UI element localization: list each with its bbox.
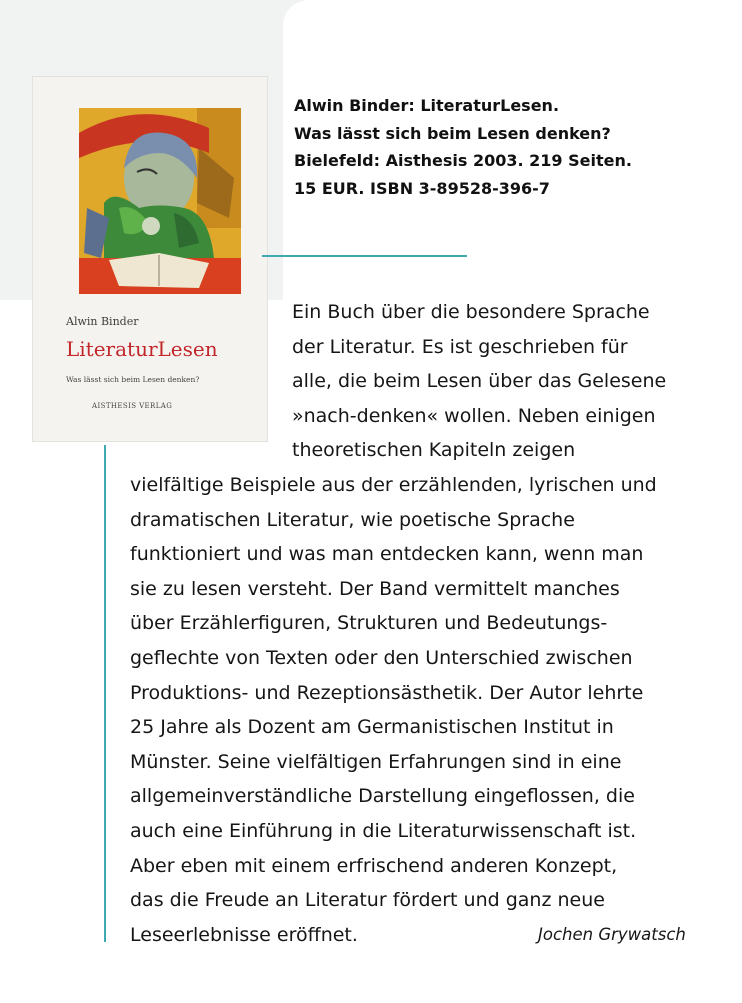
cover-subtitle: Was lässt sich beim Lesen denken? (66, 375, 200, 384)
cover-publisher: AISTHESIS VERLAG (92, 402, 173, 410)
review-line: der Literatur. Es ist geschrieben für (292, 335, 628, 358)
vertical-divider (104, 445, 106, 942)
cover-author: Alwin Binder (66, 315, 139, 328)
review-line: sie zu lesen versteht. Der Band vermittelt manches (130, 577, 620, 600)
review-line: alle, die beim Lesen über das Gelesene (292, 370, 667, 393)
biblio-line: 15 EUR. ISBN 3-89528-396-7 (294, 178, 550, 198)
review-text (130, 295, 666, 952)
review-line: Münster. Seine vielfältigen Erfahrungen sind in eine (130, 750, 622, 773)
review-line: funktioniert und was man entdecken kann, wenn man (130, 543, 644, 566)
review-line: Aber eben mit einem erfrischend anderen Konzept, (130, 854, 618, 877)
bibliographic-info (294, 92, 632, 202)
review-line: das die Freude an Literatur fördert und ganz neue (130, 889, 605, 912)
biblio-line: Bielefeld: Aisthesis 2003. 219 Seiten. (294, 151, 632, 170)
review-line: »nach-denken« wollen. Neben einigen (292, 404, 656, 427)
review-line: über Erzählerfiguren, Strukturen und Bedeutungs- (130, 612, 608, 635)
cover-title: LiteraturLesen (66, 337, 218, 361)
review-line: allgemeinverständliche Darstellung eingeflossen, die (130, 785, 635, 808)
review-line: Leseerlebnisse eröffnet. (130, 923, 358, 946)
reviewer-name: Jochen Grywatsch (538, 925, 686, 944)
review-line: theoretischen Kapiteln zeigen (292, 439, 576, 462)
review-line: 25 Jahre als Dozent am Germanistischen Institut in (130, 716, 614, 739)
review-line: Produktions- und Rezeptionsästhetik. Der Autor lehrte (130, 681, 644, 704)
review-line: dramatischen Literatur, wie poetische Sprache (130, 508, 575, 531)
biblio-line: Was lässt sich beim Lesen denken? (294, 123, 611, 143)
cover-painting (79, 108, 241, 294)
horizontal-divider (262, 255, 467, 257)
review-line: geflechte von Texten oder den Unterschied zwischen (130, 646, 633, 669)
cover-painting-illustration (79, 108, 241, 294)
biblio-line: Alwin Binder: LiteraturLesen. (294, 96, 560, 115)
review-line: Ein Buch über die besondere Sprache (292, 301, 650, 323)
review-line: vielfältige Beispiele aus der erzählenden, lyrischen und (130, 473, 657, 496)
review-line: auch eine Einführung in die Literaturwissenschaft ist. (130, 819, 637, 842)
